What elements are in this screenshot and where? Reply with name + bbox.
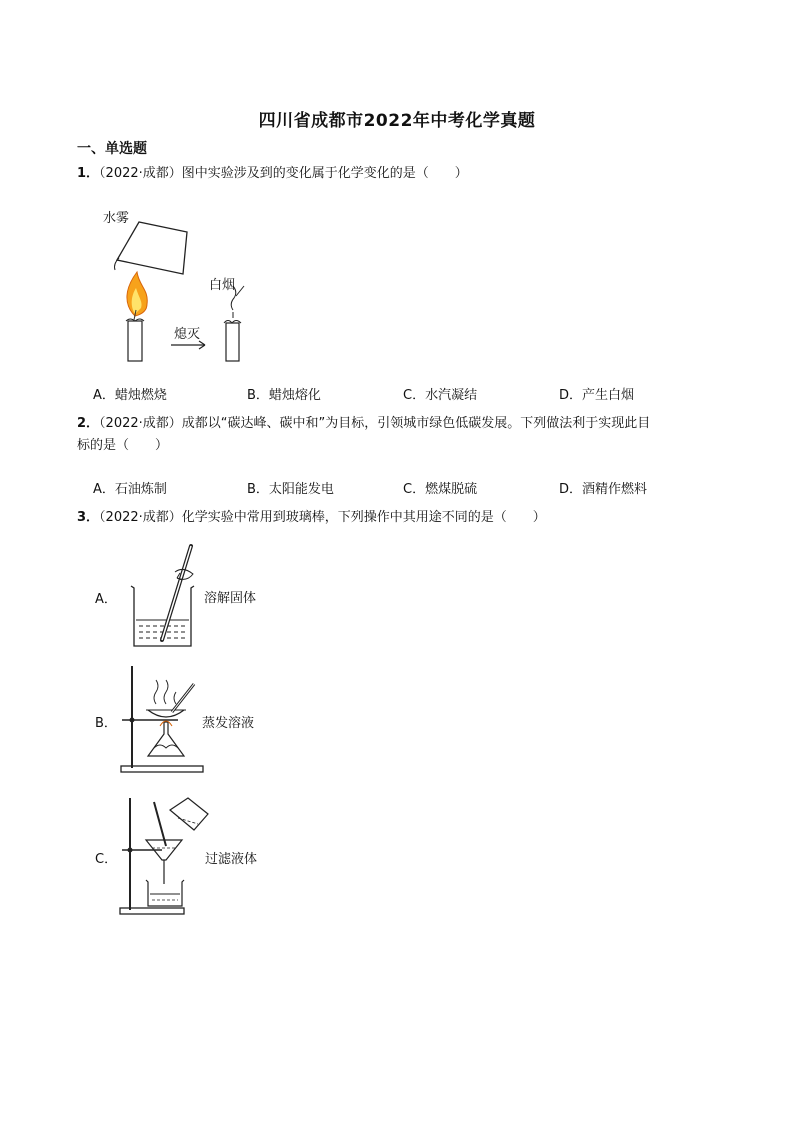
caption-filter-liquid: 过滤液体 — [205, 852, 258, 867]
filtration-svg — [118, 796, 213, 918]
pouring-beaker-icon — [170, 798, 208, 830]
dissolving-svg — [125, 542, 205, 652]
steam-icon — [154, 680, 176, 704]
candle-icon — [126, 319, 144, 361]
q3-option-c-letter[interactable]: C． — [95, 852, 118, 867]
question-source: （2022·成都） — [99, 166, 182, 181]
question-stem: 图中实验涉及到的变化属于化学变化的是（ ） — [181, 166, 468, 181]
glass-rod-icon — [172, 684, 194, 712]
question-3-text — [77, 507, 717, 529]
q2-option-d[interactable]: D．酒精作燃料 — [559, 482, 648, 497]
arrow-right-icon — [171, 341, 205, 349]
q3-option-a-letter[interactable]: A． — [95, 592, 117, 607]
extinguished-candle-icon — [224, 312, 241, 361]
question-stem: 化学实验中常用到玻璃棒，下列操作中其用途不同的是（ ） — [181, 510, 546, 525]
q3-option-b-letter[interactable]: B． — [95, 716, 117, 731]
question-number: 3． — [77, 510, 100, 525]
beaker-icon — [115, 222, 188, 274]
caption-evaporate-solution: 蒸发溶液 — [202, 716, 255, 731]
question-stem-line1: 成都以“碳达峰、碳中和”为目标，引领城市绿色低碳发展。下列做法利于实现此目 — [181, 416, 651, 431]
iron-stand-icon — [120, 798, 184, 914]
funnel-icon — [146, 840, 182, 884]
question-source: （2022·成都） — [99, 416, 182, 431]
evaporation-svg — [118, 662, 208, 777]
question-number: 1． — [77, 166, 100, 181]
receiving-beaker-icon — [146, 880, 184, 906]
dissolving-figure — [125, 542, 205, 652]
q1-option-a[interactable]: A．蜡烛燃烧 — [93, 388, 167, 403]
question-1-text — [77, 163, 717, 185]
section-heading: 一、单选题 — [77, 141, 147, 157]
page-title: 四川省成都市2022年中考化学真题 — [258, 111, 536, 131]
q1-option-d[interactable]: D．产生白烟 — [559, 388, 635, 403]
evaporating-dish-icon — [146, 710, 186, 717]
label-water-mist: 水雾 — [103, 211, 130, 226]
q1-option-c[interactable]: C．水汽凝结 — [403, 388, 478, 403]
q2-option-b[interactable]: B．太阳能发电 — [247, 482, 334, 497]
flame-icon — [127, 272, 147, 320]
evaporation-figure — [118, 662, 208, 777]
q2-option-a[interactable]: A．石油炼制 — [93, 482, 167, 497]
q1-option-b[interactable]: B．蜡烛熔化 — [247, 388, 321, 403]
label-extinguish: 熄灭 — [174, 327, 201, 342]
alcohol-lamp-icon — [148, 721, 184, 756]
caption-dissolve-solid: 溶解固体 — [204, 591, 257, 606]
question-2-text — [77, 413, 717, 457]
question-stem-line2: 标的是（ ） — [77, 438, 169, 453]
question-source: （2022·成都） — [99, 510, 182, 525]
label-white-smoke: 白烟 — [209, 278, 236, 293]
q2-option-c[interactable]: C．燃煤脱硫 — [403, 482, 478, 497]
filtration-figure — [118, 796, 213, 918]
question-number: 2． — [77, 416, 100, 431]
